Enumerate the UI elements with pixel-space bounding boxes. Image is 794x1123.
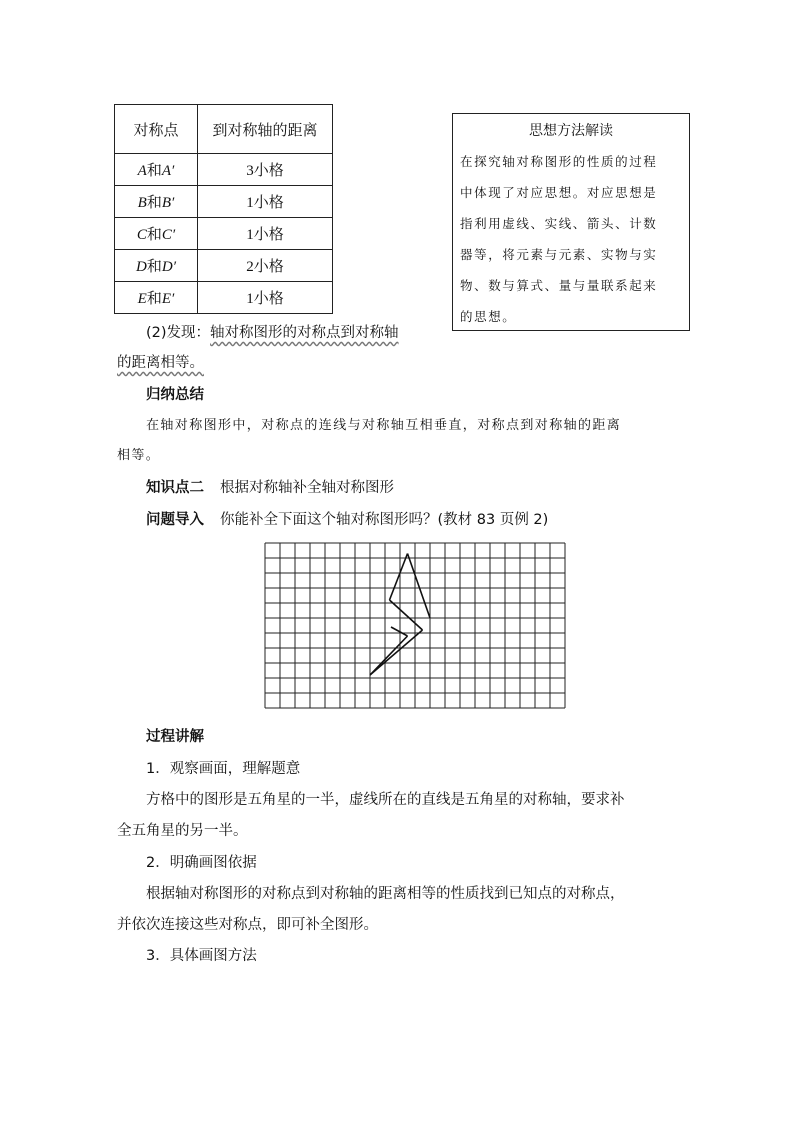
method-insight-box xyxy=(452,113,690,331)
half-star-edge xyxy=(391,627,408,636)
knowledge-title: 根据对称轴补全轴对称图形 xyxy=(220,480,394,496)
step-2-title: 2．明确画图依据 xyxy=(146,855,257,871)
table-cell-distance: 2小格 xyxy=(198,250,333,282)
half-star-edge xyxy=(408,554,431,619)
question-intro xyxy=(146,508,548,529)
finding-prefix: (2)发现： xyxy=(146,325,211,341)
finding-line-2: 的距离相等。 xyxy=(117,355,204,371)
step-1-text-2: 全五角星的另一半。 xyxy=(117,823,248,839)
method-insight-line: 指利用虚线、实线、箭头、计数 xyxy=(460,216,658,231)
table-header-points: 对称点 xyxy=(115,105,198,154)
finding-line-1 xyxy=(146,321,399,342)
table-header-distance: 到对称轴的距离 xyxy=(198,105,333,154)
table-cell-points: E和E′ xyxy=(115,282,198,314)
method-insight-title: 思想方法解读 xyxy=(529,123,613,139)
half-star-edge xyxy=(370,636,408,675)
table-cell-distance: 3小格 xyxy=(198,154,333,186)
knowledge-point xyxy=(146,476,394,497)
step-2-text-1: 根据轴对称图形的对称点到对称轴的距离相等的性质找到已知点的对称点， xyxy=(146,886,625,902)
method-insight-line: 在探究轴对称图形的性质的过程 xyxy=(460,154,658,169)
table-cell-points: D和D′ xyxy=(115,250,198,282)
method-insight-line: 的思想。 xyxy=(460,309,517,324)
symmetry-points-table xyxy=(114,104,333,314)
method-insight-line: 器等，将元素与元素、实物与实 xyxy=(460,247,658,262)
half-star-edge xyxy=(390,600,423,630)
table-header-row xyxy=(115,105,333,154)
question-label: 问题导入 xyxy=(146,512,204,528)
step-1-title: 1．观察画面，理解题意 xyxy=(146,761,301,777)
half-star-edge xyxy=(390,554,408,601)
table-row xyxy=(115,282,333,314)
table-row xyxy=(115,154,333,186)
table-row xyxy=(115,250,333,282)
grid-lines xyxy=(265,543,565,708)
process-heading: 过程讲解 xyxy=(146,729,204,745)
table-row xyxy=(115,186,333,218)
step-1-text-1: 方格中的图形是五角星的一半，虚线所在的直线是五角星的对称轴，要求补 xyxy=(146,792,625,808)
summary-heading: 归纳总结 xyxy=(146,387,204,403)
table-cell-points: B和B′ xyxy=(115,186,198,218)
table-cell-points: C和C′ xyxy=(115,218,198,250)
knowledge-label: 知识点二 xyxy=(146,480,204,496)
grid-figure xyxy=(264,542,566,710)
step-2-text-2: 并依次连接这些对称点，即可补全图形。 xyxy=(117,917,378,933)
question-text: 你能补全下面这个轴对称图形吗？(教材 83 页例 2) xyxy=(220,512,549,528)
table-cell-distance: 1小格 xyxy=(198,282,333,314)
summary-line-2: 相等。 xyxy=(117,448,161,463)
method-insight-line: 物、数与算式、量与量联系起来 xyxy=(460,278,658,293)
table-cell-distance: 1小格 xyxy=(198,218,333,250)
method-insight-line: 中体现了对应思想。对应思想是 xyxy=(460,185,658,200)
step-3-title: 3．具体画图方法 xyxy=(146,948,257,964)
summary-line-1: 在轴对称图形中，对称点的连线与对称轴互相垂直，对称点到对称轴的距离 xyxy=(146,418,622,433)
finding-underlined-text: 轴对称图形的对称点到对称轴 xyxy=(210,325,399,341)
table-cell-distance: 1小格 xyxy=(198,186,333,218)
table-row xyxy=(115,218,333,250)
table-cell-points: A和A′ xyxy=(115,154,198,186)
